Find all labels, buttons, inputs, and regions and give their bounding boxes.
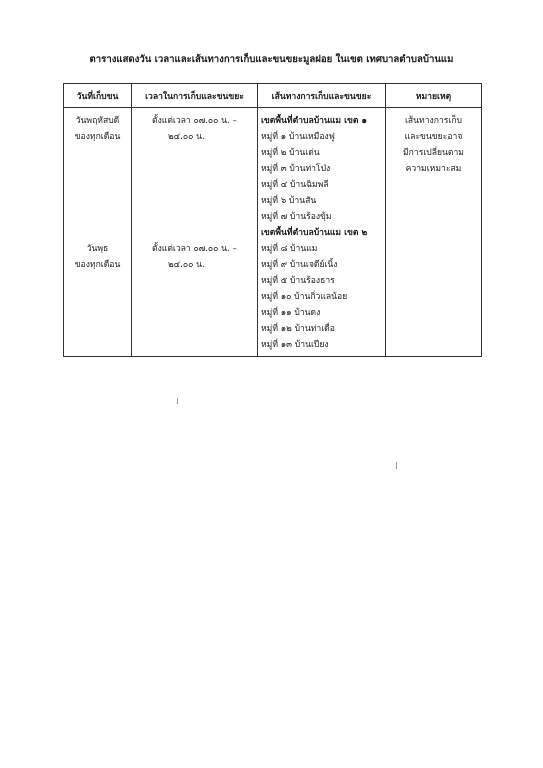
day-line: วันพฤหัสบดี bbox=[75, 116, 120, 126]
remark-line: เส้นทางการเก็บ bbox=[405, 116, 462, 126]
remarks-cell bbox=[386, 108, 482, 357]
village-item: หมู่ที่ ๙ บ้านเจดีย์เนิ้ง bbox=[261, 260, 338, 270]
time-line: ตั้งแต่เวลา ๐๗.๐๐ น. – bbox=[152, 116, 237, 126]
village-item: หมู่ที่ ๘ บ้านแม bbox=[261, 244, 318, 254]
zone-heading: เขตพื้นที่ตำบลบ้านแม เขต ๒ bbox=[261, 228, 368, 238]
table-row bbox=[64, 108, 482, 357]
time-cell bbox=[132, 108, 258, 357]
time-line: ๒๔.๐๐ น. bbox=[168, 132, 205, 142]
village-item: หมู่ที่ ๖ บ้านสัน bbox=[261, 196, 317, 206]
village-item: หมู่ที่ ๕ บ้านร้องธาร bbox=[261, 276, 335, 286]
header-collection-time: เวลาในการเก็บและขนขยะ bbox=[132, 84, 258, 108]
header-remarks: หมายเหตุ bbox=[386, 84, 482, 108]
scan-mark bbox=[177, 398, 178, 404]
route-cell bbox=[258, 108, 386, 357]
time-group-2 bbox=[152, 241, 237, 273]
table-header-row bbox=[64, 84, 482, 108]
village-item: หมู่ที่ ๑๑ บ้านดง bbox=[261, 308, 321, 318]
village-item: หมู่ที่ ๔ บ้านฉิมพลี bbox=[261, 180, 329, 190]
day-line: ของทุกเดือน bbox=[74, 260, 121, 270]
header-collection-day: วันที่เก็บขน bbox=[64, 84, 132, 108]
time-group-1 bbox=[152, 113, 237, 145]
header-collection-route: เส้นทางการเก็บและขนขยะ bbox=[258, 84, 386, 108]
day-line: ของทุกเดือน bbox=[74, 132, 121, 142]
village-item: หมู่ที่ ๑๐ บ้านกิ่วแลน้อย bbox=[261, 292, 348, 302]
village-item: หมู่ที่ ๑๓ บ้านเปียง bbox=[261, 340, 329, 350]
time-line: ตั้งแต่เวลา ๐๗.๐๐ น. – bbox=[152, 244, 237, 254]
village-item: หมู่ที่ ๗ บ้านร้องขุ้ม bbox=[261, 212, 332, 222]
day-line: วันพุธ bbox=[86, 244, 109, 254]
remark-line: มีการเปลี่ยนตาม bbox=[403, 148, 464, 158]
day-group-2 bbox=[64, 241, 131, 273]
scan-mark bbox=[396, 462, 397, 469]
route-list bbox=[261, 113, 367, 353]
page-title: ตารางแสดงวัน เวลาและเส้นทางการเก็บและขนขยะมูลฝอย ในเขต เทศบาลตำบลบ้านแม bbox=[89, 54, 454, 65]
village-item: หมู่ที่ ๓ บ้านท่าโป่ง bbox=[261, 164, 331, 174]
collection-schedule-table bbox=[63, 83, 482, 357]
remark-line: และขนขยะอาจ bbox=[404, 132, 463, 142]
village-item: หมู่ที่ ๑ บ้านเหมืองฟู bbox=[261, 132, 335, 142]
zone-heading: เขตพื้นที่ตำบลบ้านแม เขต ๑ bbox=[261, 116, 367, 126]
remark-line: ความเหมาะสม bbox=[405, 164, 462, 174]
time-line: ๒๔.๐๐ น. bbox=[168, 260, 205, 270]
day-group-1 bbox=[64, 113, 131, 145]
village-item: หมู่ที่ ๒ บ้านเด่น bbox=[261, 148, 320, 158]
village-item: หมู่ที่ ๑๒ บ้านท่าเดื่อ bbox=[261, 324, 335, 334]
day-cell bbox=[64, 108, 132, 357]
remark-text bbox=[386, 113, 481, 177]
